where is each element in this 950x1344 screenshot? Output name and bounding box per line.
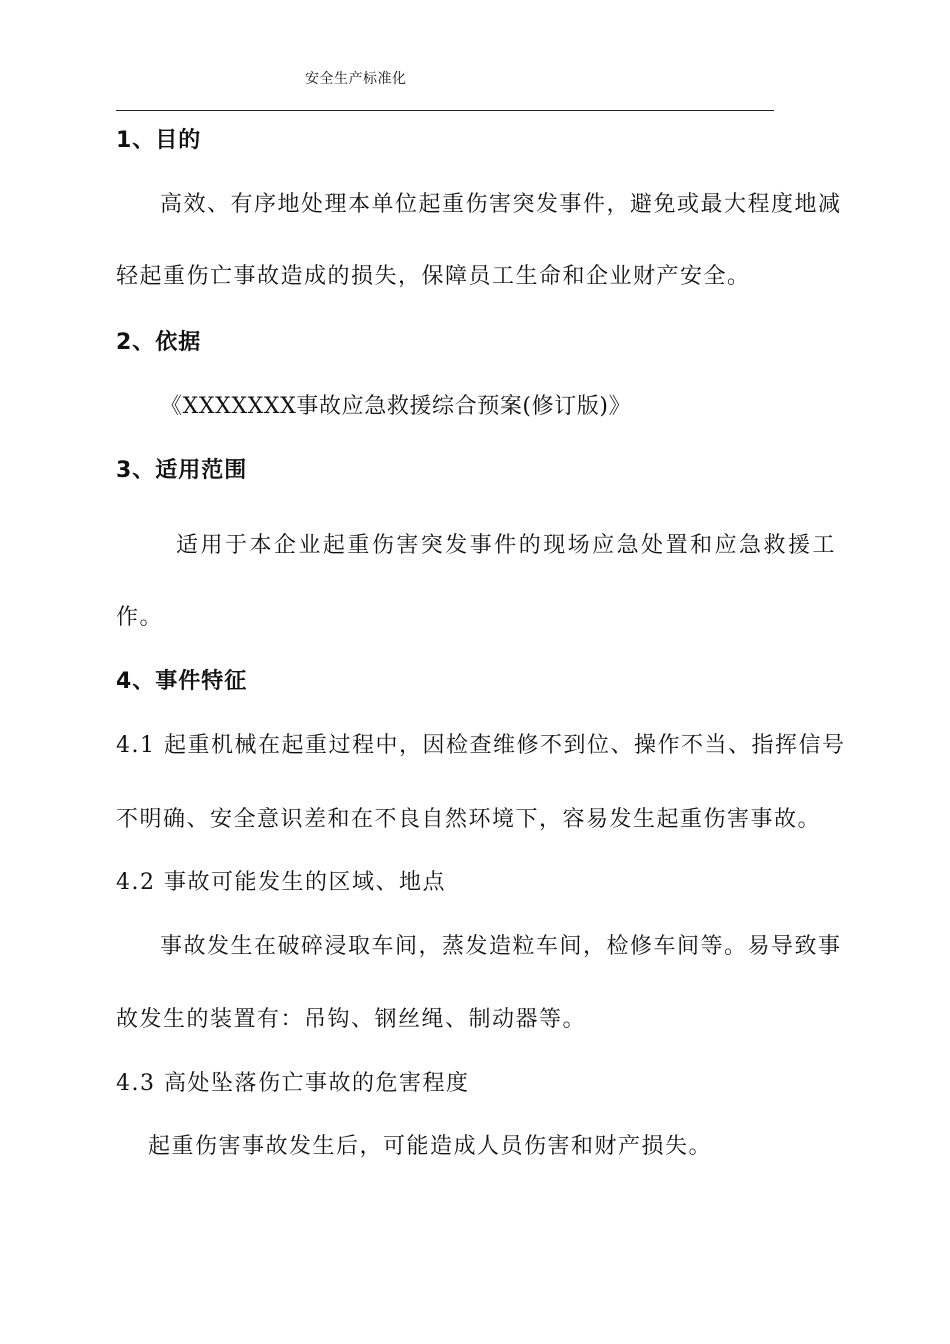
page-header-title: 安全生产标准化 [305,71,407,87]
section-4-item-2-line-2: 故发生的装置有：吊钩、钢丝绳、制动器等。 [116,1007,587,1032]
header-divider [116,110,774,111]
section-3-paragraph-line-1: 适用于本企业起重伤害突发事件的现场应急处置和应急救援工 [176,533,836,558]
section-1-paragraph-line-2: 轻起重伤亡事故造成的损失，保障员工生命和企业财产安全。 [116,264,751,289]
section-3-paragraph-line-2: 作。 [116,605,164,630]
section-4-item-1-line-2: 不明确、安全意识差和在不良自然环境下，容易发生起重伤害事故。 [116,807,822,832]
section-1-heading: 1、目的 [116,128,202,153]
section-4-item-3-title: 4.3 高处坠落伤亡事故的危害程度 [116,1071,470,1096]
section-2-heading: 2、依据 [116,330,202,355]
section-1-paragraph-line-1: 高效、有序地处理本单位起重伤害突发事件，避免或最大程度地减 [160,192,842,217]
section-4-heading: 4、事件特征 [116,669,248,694]
section-4-item-1-line-1: 4.1 起重机械在起重过程中，因检查维修不到位、操作不当、指挥信号 [116,733,846,758]
section-4-item-2-title: 4.2 事故可能发生的区域、地点 [116,870,446,895]
section-4-item-2-line-1: 事故发生在破碎浸取车间，蒸发造粒车间，检修车间等。易导致事 [160,934,842,959]
section-3-heading: 3、适用范围 [116,458,248,483]
section-4-item-3-line-1: 起重伤害事故发生后，可能造成人员伤害和财产损失。 [148,1134,713,1159]
section-2-reference: 《XXXXXXX事故应急救援综合预案(修订版)》 [160,394,632,419]
